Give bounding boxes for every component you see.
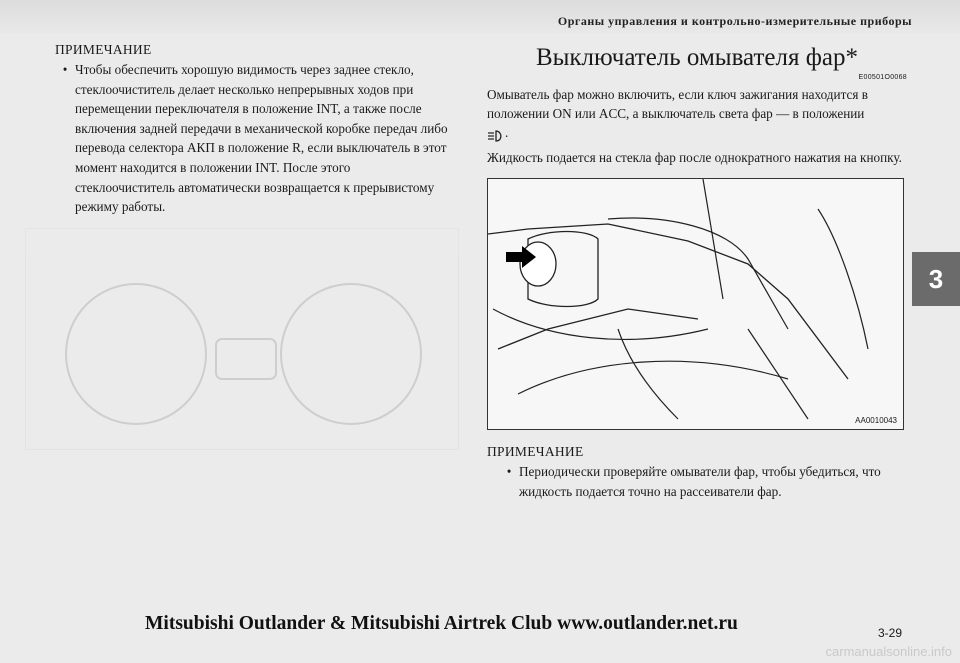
right-note bbox=[487, 444, 907, 501]
dashboard-figure bbox=[487, 178, 904, 430]
chapter-tab: 3 bbox=[912, 252, 960, 306]
right-note-bullet bbox=[487, 462, 907, 501]
page-number: 3-29 bbox=[877, 626, 902, 640]
page-title: Выключатель омывателя фар* bbox=[535, 44, 859, 71]
note-bullet bbox=[55, 60, 450, 217]
bullet-dot: • bbox=[62, 62, 68, 77]
footer-text: Mitsubishi Outlander & Mitsubishi Airtrek Club www.outlander.net.ru bbox=[145, 613, 738, 634]
paragraph-1-text: Омыватель фар можно включить, если ключ зажигания находится в положении ON или ACC, а выключатель света фар — в положении bbox=[487, 87, 868, 121]
note-text: Чтобы обеспечить хорошую видимость через заднее стекло, стеклоочиститель делает несколько непрерывных ходов при перемещении переключателя в положение INT, а также после включения задней передачи в механической коробке передач либо перевода селектора АКП в положение R, если выключатель в этот момент находится в положении INT. После этого стеклоочиститель автоматически возвращается к прерывистому режиму работы. bbox=[75, 62, 448, 215]
section-title: Органы управления и контрольно-измерительные приборы bbox=[557, 14, 912, 28]
paragraph-1 bbox=[487, 85, 907, 142]
watermark: carmanualsonline.info bbox=[825, 644, 952, 659]
headlight-washer-section bbox=[487, 44, 907, 173]
right-note-heading: ПРИМЕЧАНИЕ bbox=[487, 444, 584, 459]
bullet-dot: • bbox=[506, 464, 512, 479]
dashboard-illustration bbox=[488, 179, 903, 429]
headlight-icon bbox=[487, 128, 505, 140]
bleed-through-illustration bbox=[25, 228, 459, 450]
left-note bbox=[55, 42, 450, 217]
bleed-through-art bbox=[26, 229, 458, 449]
section-code: E00501O0068 bbox=[858, 74, 907, 81]
figure-code: AA0010043 bbox=[855, 416, 897, 425]
right-note-text: Периодически проверяйте омыватели фар, чтобы убедиться, что жидкость подается точно на рассеиватели фар. bbox=[519, 464, 881, 499]
note-heading: ПРИМЕЧАНИЕ bbox=[55, 42, 152, 57]
paragraph-2: Жидкость подается на стекла фар после однократного нажатия на кнопку. bbox=[487, 150, 902, 165]
arrow-icon bbox=[506, 246, 536, 268]
paragraph-1-end: . bbox=[505, 125, 509, 140]
